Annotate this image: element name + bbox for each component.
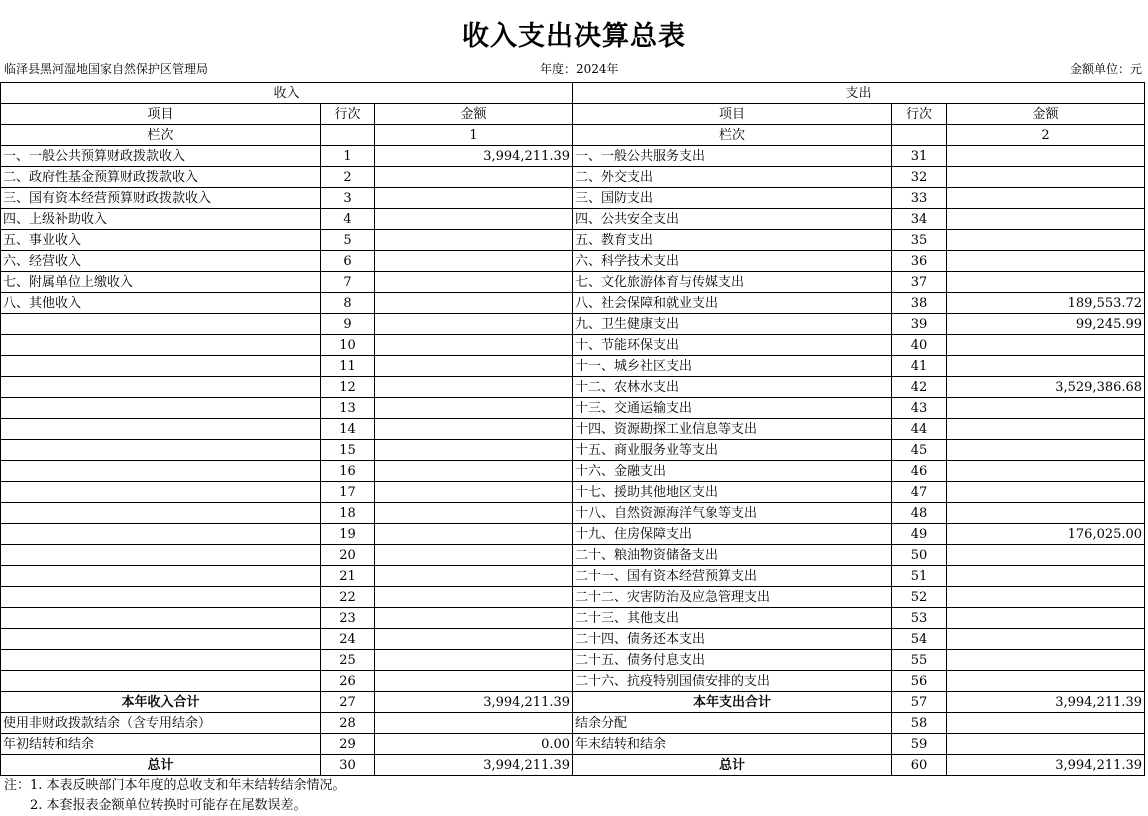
income-row-no-cell: 13 <box>321 398 375 419</box>
summary-row <box>1 734 1145 755</box>
expense-lanci-number: 2 <box>947 125 1145 146</box>
expense-row-no-cell: 41 <box>892 356 947 377</box>
expense-amount-cell <box>947 146 1145 167</box>
expense-amount-cell <box>947 608 1145 629</box>
expense-amount-cell: 99,245.99 <box>947 314 1145 335</box>
expense-item-cell: 二十二、灾害防治及应急管理支出 <box>573 587 892 608</box>
expense-row-no-cell: 37 <box>892 272 947 293</box>
income-item-cell <box>1 461 321 482</box>
expense-row-no-cell: 46 <box>892 461 947 482</box>
report-year: 年度：2024年 <box>540 62 619 76</box>
expense-amount-cell <box>947 398 1145 419</box>
income-amount-cell <box>375 272 573 293</box>
expense-amount-cell <box>947 251 1145 272</box>
income-item-cell: 年初结转和结余 <box>1 734 321 755</box>
expense-item-cell: 十八、自然资源海洋气象等支出 <box>573 503 892 524</box>
expense-item-cell: 二十、粮油物资储备支出 <box>573 545 892 566</box>
table-row <box>1 524 1145 545</box>
expense-item-cell: 五、教育支出 <box>573 230 892 251</box>
income-item-cell: 五、事业收入 <box>1 230 321 251</box>
table-row <box>1 461 1145 482</box>
expense-amount-cell: 176,025.00 <box>947 524 1145 545</box>
organization-name: 临泽县黑河湿地国家自然保护区管理局 <box>4 62 209 76</box>
income-amount-cell <box>375 314 573 335</box>
income-item-cell: 七、附属单位上缴收入 <box>1 272 321 293</box>
expense-item-cell: 二十五、债务付息支出 <box>573 650 892 671</box>
income-item-cell: 使用非财政拨款结余（含专用结余） <box>1 713 321 734</box>
expense-amount-cell <box>947 440 1145 461</box>
expense-amount-cell <box>947 629 1145 650</box>
expense-item-cell: 总计 <box>573 755 892 776</box>
table-row <box>1 209 1145 230</box>
expense-row-no-cell: 53 <box>892 608 947 629</box>
expense-item-cell: 十、节能环保支出 <box>573 335 892 356</box>
income-amount-header: 金额 <box>375 104 573 125</box>
expense-item-cell: 结余分配 <box>573 713 892 734</box>
expense-row-no-cell: 50 <box>892 545 947 566</box>
expense-item-cell: 十二、农林水支出 <box>573 377 892 398</box>
income-item-cell: 本年收入合计 <box>1 692 321 713</box>
income-amount-cell <box>375 419 573 440</box>
income-row-no-cell: 23 <box>321 608 375 629</box>
expense-row-no-cell: 43 <box>892 398 947 419</box>
income-amount-cell <box>375 524 573 545</box>
income-item-cell <box>1 503 321 524</box>
income-section-header: 收入 <box>1 83 573 104</box>
income-amount-cell: 3,994,211.39 <box>375 755 573 776</box>
income-item-cell: 八、其他收入 <box>1 293 321 314</box>
income-amount-cell <box>375 650 573 671</box>
table-row <box>1 629 1145 650</box>
table-row <box>1 188 1145 209</box>
expense-row-no-cell: 42 <box>892 377 947 398</box>
expense-amount-cell <box>947 419 1145 440</box>
expense-item-cell: 二十四、债务还本支出 <box>573 629 892 650</box>
income-expense-table <box>0 82 1145 776</box>
income-item-cell <box>1 671 321 692</box>
expense-item-cell: 二十六、抗疫特别国债安排的支出 <box>573 671 892 692</box>
income-row-no-cell: 25 <box>321 650 375 671</box>
expense-lanci-empty <box>892 125 947 146</box>
expense-row-no-cell: 35 <box>892 230 947 251</box>
expense-item-cell: 十六、金融支出 <box>573 461 892 482</box>
income-row-no-cell: 29 <box>321 734 375 755</box>
expense-item-cell: 二、外交支出 <box>573 167 892 188</box>
income-amount-cell <box>375 167 573 188</box>
income-item-header: 项目 <box>1 104 321 125</box>
income-item-cell <box>1 314 321 335</box>
table-row <box>1 587 1145 608</box>
expense-row-no-cell: 36 <box>892 251 947 272</box>
table-row <box>1 272 1145 293</box>
expense-amount-cell <box>947 650 1145 671</box>
expense-amount-cell <box>947 503 1145 524</box>
expense-amount-cell <box>947 545 1145 566</box>
income-row-no-cell: 3 <box>321 188 375 209</box>
expense-section-header: 支出 <box>573 83 1145 104</box>
expense-row-no-cell: 38 <box>892 293 947 314</box>
income-row-no-cell: 14 <box>321 419 375 440</box>
income-amount-cell <box>375 482 573 503</box>
income-amount-cell <box>375 587 573 608</box>
lanci-row <box>1 125 1145 146</box>
expense-item-cell: 二十一、国有资本经营预算支出 <box>573 566 892 587</box>
income-row-no-cell: 20 <box>321 545 375 566</box>
income-item-cell <box>1 377 321 398</box>
expense-row-no-cell: 45 <box>892 440 947 461</box>
column-header-row <box>1 104 1145 125</box>
expense-amount-cell: 189,553.72 <box>947 293 1145 314</box>
income-item-cell: 二、政府性基金预算财政拨款收入 <box>1 167 321 188</box>
expense-amount-cell <box>947 671 1145 692</box>
expense-item-cell: 七、文化旅游体育与传媒支出 <box>573 272 892 293</box>
income-lanci-number: 1 <box>375 125 573 146</box>
income-row-no-cell: 6 <box>321 251 375 272</box>
expense-row-no-cell: 39 <box>892 314 947 335</box>
table-row <box>1 419 1145 440</box>
income-amount-cell <box>375 608 573 629</box>
expense-amount-cell <box>947 461 1145 482</box>
total-row <box>1 755 1145 776</box>
income-amount-cell <box>375 461 573 482</box>
income-item-cell <box>1 356 321 377</box>
expense-item-cell: 六、科学技术支出 <box>573 251 892 272</box>
table-row <box>1 335 1145 356</box>
income-row-no-cell: 11 <box>321 356 375 377</box>
income-row-no-cell: 4 <box>321 209 375 230</box>
expense-lanci-label: 栏次 <box>573 125 892 146</box>
income-row-no-cell: 9 <box>321 314 375 335</box>
income-lanci-empty <box>321 125 375 146</box>
expense-amount-cell <box>947 734 1145 755</box>
income-row-no-cell: 10 <box>321 335 375 356</box>
income-row-no-cell: 30 <box>321 755 375 776</box>
income-item-cell <box>1 482 321 503</box>
expense-row-no-cell: 59 <box>892 734 947 755</box>
expense-item-cell: 八、社会保障和就业支出 <box>573 293 892 314</box>
income-row-no-cell: 19 <box>321 524 375 545</box>
expense-row-no-cell: 55 <box>892 650 947 671</box>
table-row <box>1 440 1145 461</box>
income-row-no-cell: 15 <box>321 440 375 461</box>
expense-item-cell: 十三、交通运输支出 <box>573 398 892 419</box>
expense-item-cell: 三、国防支出 <box>573 188 892 209</box>
expense-row-no-cell: 31 <box>892 146 947 167</box>
expense-row-no-cell: 34 <box>892 209 947 230</box>
income-item-cell <box>1 398 321 419</box>
expense-amount-cell <box>947 335 1145 356</box>
income-lanci-label: 栏次 <box>1 125 321 146</box>
expense-item-cell: 十七、援助其他地区支出 <box>573 482 892 503</box>
table-row <box>1 608 1145 629</box>
income-row-no-cell: 12 <box>321 377 375 398</box>
income-amount-cell <box>375 440 573 461</box>
table-row <box>1 671 1145 692</box>
income-item-cell <box>1 629 321 650</box>
table-row <box>1 398 1145 419</box>
income-row-no-cell: 24 <box>321 629 375 650</box>
table-row <box>1 167 1145 188</box>
footnote-1: 注：1. 本表反映部门本年度的总收支和年末结转结余情况。 <box>4 778 346 793</box>
income-item-cell <box>1 440 321 461</box>
expense-amount-cell: 3,529,386.68 <box>947 377 1145 398</box>
expense-amount-cell <box>947 272 1145 293</box>
expense-item-cell: 十一、城乡社区支出 <box>573 356 892 377</box>
income-amount-cell <box>375 713 573 734</box>
expense-item-cell: 十四、资源勘探工业信息等支出 <box>573 419 892 440</box>
expense-row-no-cell: 49 <box>892 524 947 545</box>
income-amount-cell <box>375 566 573 587</box>
expense-amount-cell <box>947 188 1145 209</box>
footnotes <box>4 776 346 816</box>
table-row <box>1 230 1145 251</box>
income-amount-cell <box>375 356 573 377</box>
income-row-no-cell: 27 <box>321 692 375 713</box>
expense-row-no-cell: 48 <box>892 503 947 524</box>
table-row <box>1 545 1145 566</box>
income-row-no-cell: 17 <box>321 482 375 503</box>
income-amount-cell: 3,994,211.39 <box>375 146 573 167</box>
expense-item-cell: 十九、住房保障支出 <box>573 524 892 545</box>
expense-item-cell: 二十三、其他支出 <box>573 608 892 629</box>
expense-row-no-cell: 57 <box>892 692 947 713</box>
expense-row-no-cell: 32 <box>892 167 947 188</box>
income-item-cell <box>1 545 321 566</box>
expense-amount-cell <box>947 587 1145 608</box>
table-row <box>1 251 1145 272</box>
table-row <box>1 566 1145 587</box>
expense-amount-cell <box>947 230 1145 251</box>
table-row <box>1 503 1145 524</box>
income-row-no-cell: 2 <box>321 167 375 188</box>
expense-row-no-header: 行次 <box>892 104 947 125</box>
income-row-no-header: 行次 <box>321 104 375 125</box>
expense-row-no-cell: 60 <box>892 755 947 776</box>
income-amount-cell <box>375 629 573 650</box>
expense-row-no-cell: 51 <box>892 566 947 587</box>
expense-row-no-cell: 40 <box>892 335 947 356</box>
income-item-cell <box>1 608 321 629</box>
expense-item-cell: 本年支出合计 <box>573 692 892 713</box>
income-row-no-cell: 16 <box>321 461 375 482</box>
income-row-no-cell: 22 <box>321 587 375 608</box>
income-amount-cell: 0.00 <box>375 734 573 755</box>
expense-row-no-cell: 33 <box>892 188 947 209</box>
table-row <box>1 293 1145 314</box>
table-row <box>1 314 1145 335</box>
income-amount-cell <box>375 293 573 314</box>
expense-amount-cell <box>947 356 1145 377</box>
expense-amount-cell <box>947 713 1145 734</box>
income-row-no-cell: 1 <box>321 146 375 167</box>
income-item-cell <box>1 650 321 671</box>
expense-amount-cell <box>947 167 1145 188</box>
income-item-cell: 总计 <box>1 755 321 776</box>
expense-item-cell: 年末结转和结余 <box>573 734 892 755</box>
table-row <box>1 356 1145 377</box>
income-amount-cell <box>375 188 573 209</box>
income-item-cell <box>1 335 321 356</box>
expense-item-cell: 十五、商业服务业等支出 <box>573 440 892 461</box>
income-amount-cell <box>375 335 573 356</box>
expense-amount-cell: 3,994,211.39 <box>947 755 1145 776</box>
expense-row-no-cell: 54 <box>892 629 947 650</box>
income-row-no-cell: 28 <box>321 713 375 734</box>
expense-row-no-cell: 56 <box>892 671 947 692</box>
income-amount-cell <box>375 230 573 251</box>
income-item-cell: 一、一般公共预算财政拨款收入 <box>1 146 321 167</box>
expense-item-cell: 一、一般公共服务支出 <box>573 146 892 167</box>
income-amount-cell <box>375 209 573 230</box>
income-amount-cell <box>375 671 573 692</box>
expense-row-no-cell: 52 <box>892 587 947 608</box>
table-row <box>1 146 1145 167</box>
income-item-cell: 六、经营收入 <box>1 251 321 272</box>
income-amount-cell <box>375 398 573 419</box>
summary-row <box>1 713 1145 734</box>
income-item-cell <box>1 566 321 587</box>
total-row <box>1 692 1145 713</box>
expense-amount-cell <box>947 566 1145 587</box>
income-row-no-cell: 7 <box>321 272 375 293</box>
amount-unit: 金额单位：元 <box>1069 62 1142 76</box>
expense-row-no-cell: 47 <box>892 482 947 503</box>
expense-row-no-cell: 44 <box>892 419 947 440</box>
income-row-no-cell: 18 <box>321 503 375 524</box>
expense-row-no-cell: 58 <box>892 713 947 734</box>
income-row-no-cell: 21 <box>321 566 375 587</box>
income-item-cell: 四、上级补助收入 <box>1 209 321 230</box>
report-title: 收入支出决算总表 <box>462 21 686 52</box>
income-amount-cell: 3,994,211.39 <box>375 692 573 713</box>
income-amount-cell <box>375 251 573 272</box>
expense-item-cell: 四、公共安全支出 <box>573 209 892 230</box>
income-item-cell <box>1 419 321 440</box>
footnote-2: 2. 本套报表金额单位转换时可能存在尾数误差。 <box>30 798 307 813</box>
income-amount-cell <box>375 545 573 566</box>
expense-item-cell: 九、卫生健康支出 <box>573 314 892 335</box>
income-item-cell <box>1 587 321 608</box>
table-row <box>1 377 1145 398</box>
expense-item-header: 项目 <box>573 104 892 125</box>
expense-amount-cell <box>947 482 1145 503</box>
section-header-row <box>1 83 1145 104</box>
expense-amount-cell <box>947 209 1145 230</box>
income-item-cell <box>1 524 321 545</box>
income-row-no-cell: 5 <box>321 230 375 251</box>
table-row <box>1 650 1145 671</box>
income-row-no-cell: 26 <box>321 671 375 692</box>
expense-amount-header: 金额 <box>947 104 1145 125</box>
income-amount-cell <box>375 377 573 398</box>
expense-amount-cell: 3,994,211.39 <box>947 692 1145 713</box>
table-row <box>1 482 1145 503</box>
income-row-no-cell: 8 <box>321 293 375 314</box>
income-amount-cell <box>375 503 573 524</box>
income-item-cell: 三、国有资本经营预算财政拨款收入 <box>1 188 321 209</box>
